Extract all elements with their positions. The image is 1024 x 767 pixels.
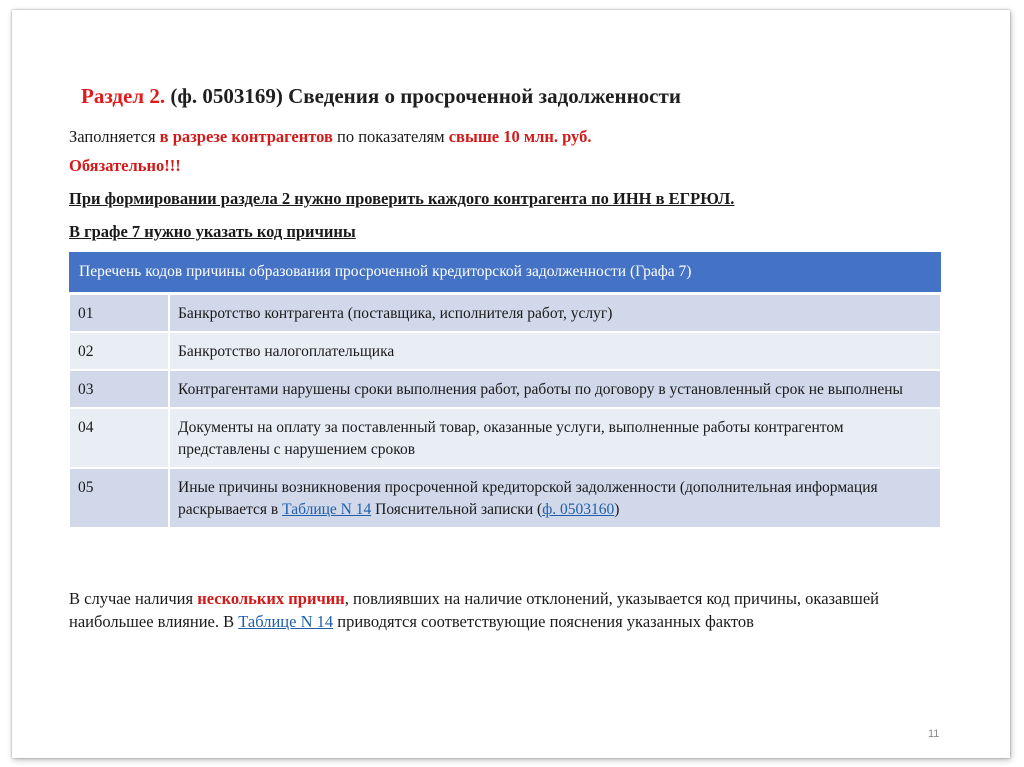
- row-text-b: Пояснительной записки (: [371, 501, 543, 518]
- column7-note: В графе 7 нужно указать код причины: [69, 222, 356, 241]
- table-row: [69, 370, 941, 408]
- row-code: 02: [69, 332, 169, 370]
- slide-title: [81, 84, 681, 109]
- paragraph-text-a: В случае наличия: [69, 589, 198, 608]
- title-text: (ф. 0503169) Сведения о просроченной задолженности: [165, 84, 681, 108]
- row-text: Банкротство налогоплательщика: [169, 332, 941, 370]
- row-code: 01: [69, 294, 169, 333]
- paragraph-table14-link[interactable]: Таблице N 14: [238, 612, 334, 631]
- paragraph-text-c: приводятся соответствующие пояснения указанных фактов: [333, 612, 754, 631]
- fill-instruction-text-a: Заполняется: [69, 127, 160, 146]
- table-row: [69, 468, 941, 528]
- title-section: Раздел 2.: [81, 84, 166, 108]
- mandatory-note: Обязательно!!!: [69, 156, 181, 175]
- form-0503160-link[interactable]: ф. 0503160: [542, 501, 615, 518]
- fill-instruction-highlight-b: свыше 10 млн. руб.: [448, 127, 592, 146]
- row-text: Банкротство контрагента (поставщика, исполнителя работ, услуг): [169, 294, 941, 333]
- row-text: Контрагентами нарушены сроки выполнения работ, работы по договору в установленный срок не выполнены: [169, 370, 941, 408]
- multiple-reasons-paragraph: [69, 587, 949, 633]
- paragraph-highlight: нескольких причин: [197, 589, 345, 608]
- check-inn-note: При формировании раздела 2 нужно проверить каждого контрагента по ИНН в ЕГРЮЛ.: [69, 189, 735, 208]
- row-code: 03: [69, 370, 169, 408]
- row-text-a: Иные причины возникновения просроченной кредиторской задолженности (дополнительная информация раскрывается в: [178, 479, 878, 518]
- fill-instruction-text-b: по показателям: [332, 127, 449, 146]
- row-text-c: ): [614, 501, 620, 518]
- reason-codes-table: [68, 252, 942, 529]
- row-code: 05: [69, 468, 169, 528]
- row-text: Документы на оплату за поставленный товар, оказанные услуги, выполненные работы контрагентом представлены с нарушением сроков: [169, 408, 941, 468]
- table-row: [69, 408, 941, 468]
- table-row: [69, 332, 941, 370]
- table-header: Перечень кодов причины образования просроченной кредиторской задолженности (Графа 7): [69, 252, 941, 294]
- paragraph-text-b: , повлиявших на наличие отклонений, указывается код причины, оказавшей наибольшее влияние. В: [69, 589, 880, 631]
- row-text: [169, 468, 941, 528]
- table-row: [69, 294, 941, 333]
- fill-instruction-highlight-a: в разрезе контрагентов: [159, 127, 333, 146]
- fill-instruction: [69, 127, 591, 147]
- row-code: 04: [69, 408, 169, 468]
- slide: [12, 10, 1010, 758]
- table14-link[interactable]: Таблице N 14: [282, 501, 372, 518]
- page-number: 11: [928, 728, 940, 740]
